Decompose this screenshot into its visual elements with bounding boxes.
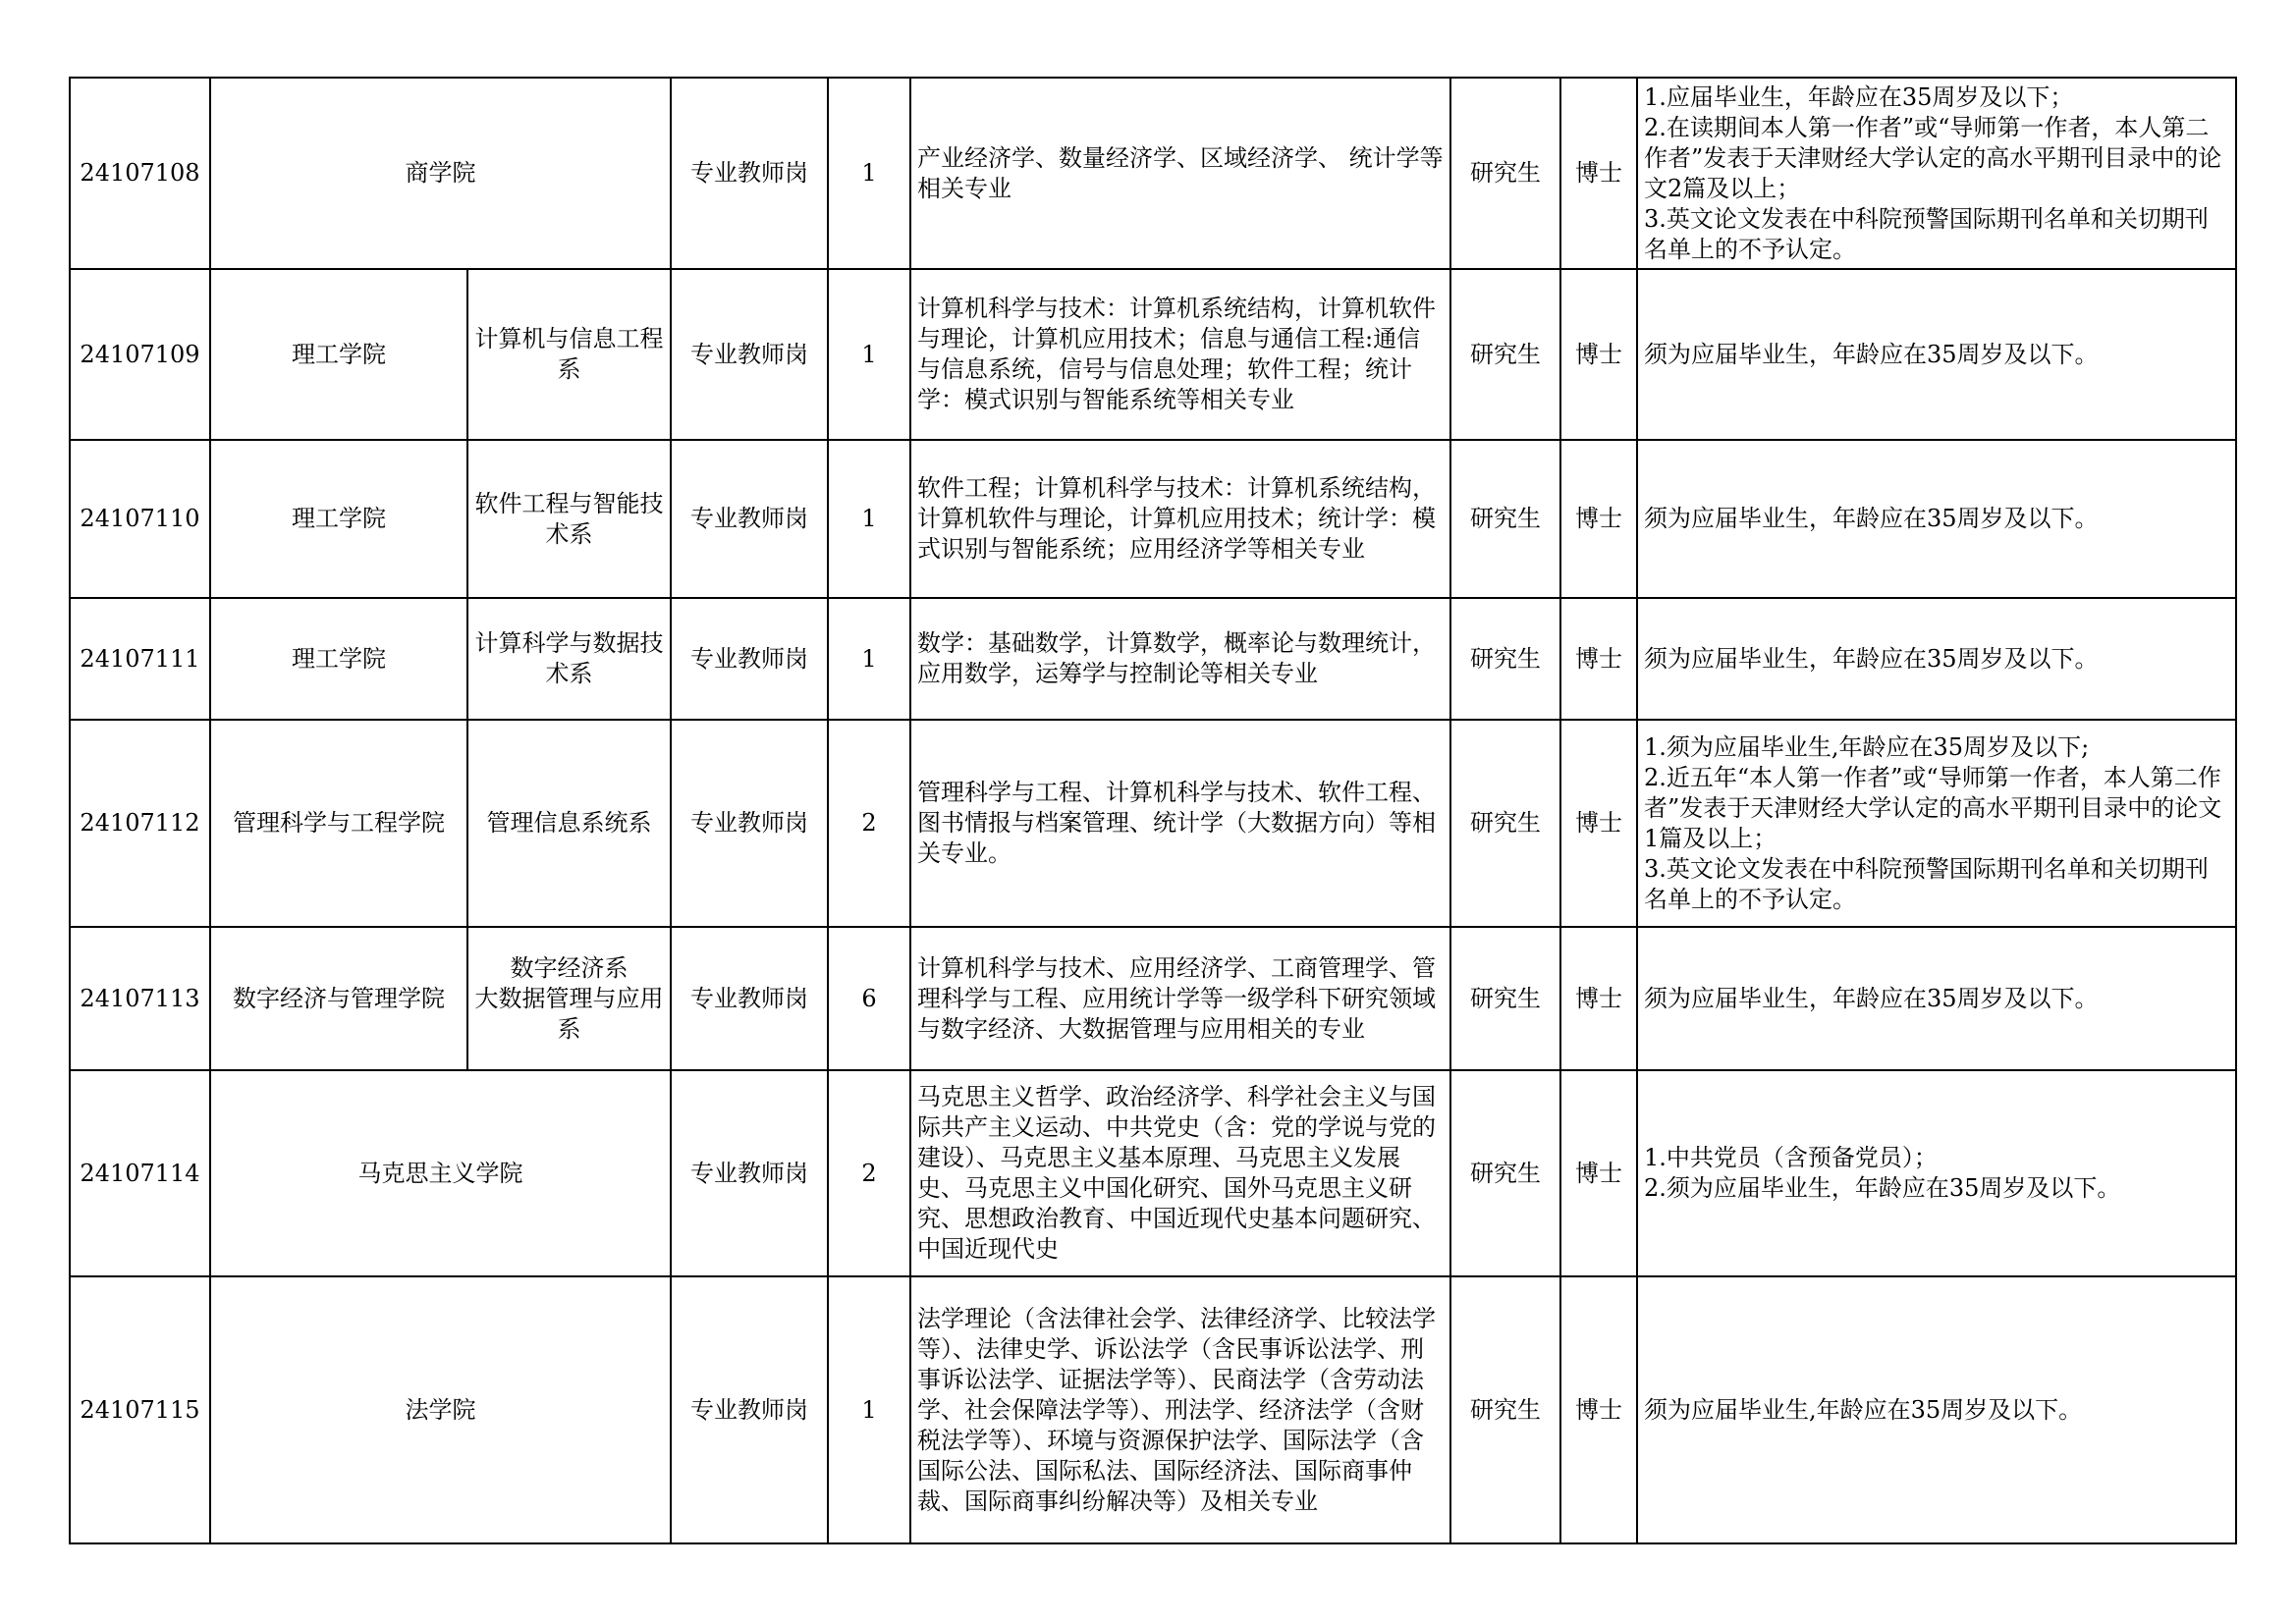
degree: 博士 xyxy=(1560,78,1637,269)
requirement-line: 3.英文论文发表在中科院预警国际期刊名单和关切期刊名单上的不予认定。 xyxy=(1644,854,2209,913)
table-row xyxy=(70,927,2236,1070)
major-requirements: 数学：基础数学，计算数学，概率论与数理统计，应用数学，运筹学与控制论等相关专业 xyxy=(910,598,1450,720)
department-name: 计算机与信息工程系 xyxy=(467,269,671,440)
major-requirements: 产业经济学、数量经济学、区域经济学、 统计学等相关专业 xyxy=(910,78,1450,269)
college-name: 马克思主义学院 xyxy=(210,1070,671,1276)
requirement-line: 须为应届毕业生,年龄应在35周岁及以下。 xyxy=(1644,1395,2083,1424)
requirement-line: 1.中共党员（含预备党员）； xyxy=(1644,1144,1938,1171)
education-level: 研究生 xyxy=(1450,1276,1560,1543)
headcount: 1 xyxy=(828,1276,910,1543)
college-name: 数字经济与管理学院 xyxy=(210,927,467,1070)
table-row xyxy=(70,598,2236,720)
headcount: 1 xyxy=(828,440,910,598)
table-row xyxy=(70,1070,2236,1276)
department-name: 管理信息系统系 xyxy=(467,720,671,927)
major-requirements: 马克思主义哲学、政治经济学、科学社会主义与国际共产主义运动、中共党史（含：党的学说与党的建设）、马克思主义基本原理、马克思主义发展史、马克思主义中国化研究、国外马克思主义研究、思想政治教育、中国近现代史基本问题研究、中国近现代史 xyxy=(910,1070,1450,1276)
degree: 博士 xyxy=(1560,720,1637,927)
position-code: 24107110 xyxy=(70,440,210,598)
other-requirements xyxy=(1637,440,2236,598)
headcount: 1 xyxy=(828,269,910,440)
education-level: 研究生 xyxy=(1450,598,1560,720)
requirement-line: 1.应届毕业生，年龄应在35周岁及以下； xyxy=(1644,82,2074,111)
requirement-line: 2.近五年“本人第一作者”或“导师第一作者，本人第二作者”发表于天津财经大学认定的高水平期刊目录中的论文1篇及以上； xyxy=(1644,763,2222,852)
department-name: 计算科学与数据技术系 xyxy=(467,598,671,720)
requirement-line: 须为应届毕业生，年龄应在35周岁及以下。 xyxy=(1644,644,2099,673)
college-name: 理工学院 xyxy=(210,269,467,440)
requirement-line: 1.须为应届毕业生,年龄应在35周岁及以下; xyxy=(1644,732,2090,761)
headcount: 2 xyxy=(828,1070,910,1276)
college-name: 法学院 xyxy=(210,1276,671,1543)
major-requirements: 计算机科学与技术：计算机系统结构，计算机软件与理论，计算机应用技术；信息与通信工程:通信与信息系统，信号与信息处理；软件工程；统计学：模式识别与智能系统等相关专业 xyxy=(910,269,1450,440)
position-code: 24107114 xyxy=(70,1070,210,1276)
position-type: 专业教师岗 xyxy=(671,78,828,269)
major-requirements: 管理科学与工程、计算机科学与技术、软件工程、图书情报与档案管理、统计学（大数据方向）等相关专业。 xyxy=(910,720,1450,927)
requirement-line: 须为应届毕业生，年龄应在35周岁及以下。 xyxy=(1644,505,2099,532)
education-level: 研究生 xyxy=(1450,1070,1560,1276)
position-code: 24107113 xyxy=(70,927,210,1070)
degree: 博士 xyxy=(1560,927,1637,1070)
other-requirements xyxy=(1637,927,2236,1070)
other-requirements xyxy=(1637,720,2236,927)
other-requirements xyxy=(1637,1070,2236,1276)
position-type: 专业教师岗 xyxy=(671,598,828,720)
education-level: 研究生 xyxy=(1450,78,1560,269)
position-code: 24107109 xyxy=(70,269,210,440)
requirement-line: 3.英文论文发表在中科院预警国际期刊名单和关切期刊名单上的不予认定。 xyxy=(1644,204,2209,263)
position-code: 24107112 xyxy=(70,720,210,927)
degree: 博士 xyxy=(1560,1276,1637,1543)
requirement-line: 须为应届毕业生，年龄应在35周岁及以下。 xyxy=(1644,340,2099,368)
position-type: 专业教师岗 xyxy=(671,440,828,598)
college-name: 管理科学与工程学院 xyxy=(210,720,467,927)
college-name: 商学院 xyxy=(210,78,671,269)
position-type: 专业教师岗 xyxy=(671,1070,828,1276)
requirement-line: 须为应届毕业生，年龄应在35周岁及以下。 xyxy=(1644,984,2099,1012)
department-name: 软件工程与智能技术系 xyxy=(467,440,671,598)
requirement-line: 2.在读期间本人第一作者”或“导师第一作者，本人第二作者”发表于天津财经大学认定的高水平期刊目录中的论文2篇及以上； xyxy=(1644,113,2222,202)
education-level: 研究生 xyxy=(1450,440,1560,598)
headcount: 1 xyxy=(828,598,910,720)
position-type: 专业教师岗 xyxy=(671,720,828,927)
education-level: 研究生 xyxy=(1450,720,1560,927)
degree: 博士 xyxy=(1560,440,1637,598)
position-code: 24107111 xyxy=(70,598,210,720)
degree: 博士 xyxy=(1560,269,1637,440)
recruitment-table xyxy=(69,77,2237,1544)
position-type: 专业教师岗 xyxy=(671,927,828,1070)
college-name: 理工学院 xyxy=(210,598,467,720)
table-row xyxy=(70,720,2236,927)
headcount: 1 xyxy=(828,78,910,269)
department-name: 数字经济系 大数据管理与应用系 xyxy=(467,927,671,1070)
position-type: 专业教师岗 xyxy=(671,269,828,440)
other-requirements xyxy=(1637,269,2236,440)
headcount: 2 xyxy=(828,720,910,927)
college-name: 理工学院 xyxy=(210,440,467,598)
other-requirements xyxy=(1637,598,2236,720)
education-level: 研究生 xyxy=(1450,927,1560,1070)
position-code: 24107108 xyxy=(70,78,210,269)
table-row xyxy=(70,440,2236,598)
position-code: 24107115 xyxy=(70,1276,210,1543)
table-row xyxy=(70,269,2236,440)
requirement-line: 2.须为应届毕业生，年龄应在35周岁及以下。 xyxy=(1644,1174,2121,1202)
major-requirements: 软件工程；计算机科学与技术：计算机系统结构，计算机软件与理论，计算机应用技术；统计学：模式识别与智能系统；应用经济学等相关专业 xyxy=(910,440,1450,598)
education-level: 研究生 xyxy=(1450,269,1560,440)
other-requirements xyxy=(1637,78,2236,269)
headcount: 6 xyxy=(828,927,910,1070)
degree: 博士 xyxy=(1560,598,1637,720)
other-requirements xyxy=(1637,1276,2236,1543)
table-row xyxy=(70,78,2236,269)
degree: 博士 xyxy=(1560,1070,1637,1276)
table-row xyxy=(70,1276,2236,1543)
position-type: 专业教师岗 xyxy=(671,1276,828,1543)
major-requirements: 计算机科学与技术、应用经济学、工商管理学、管理科学与工程、应用统计学等一级学科下研究领域与数字经济、大数据管理与应用相关的专业 xyxy=(910,927,1450,1070)
major-requirements: 法学理论（含法律社会学、法律经济学、比较法学等）、法律史学、诉讼法学（含民事诉讼法学、刑事诉讼法学、证据法学等）、民商法学（含劳动法学、社会保障法学等）、刑法学、经济法学（含财税法学等）、环境与资源保护法学、国际法学（含国际公法、国际私法、国际经济法、国际商事仲裁、国际商事纠纷解决等）及相关专业 xyxy=(910,1276,1450,1543)
